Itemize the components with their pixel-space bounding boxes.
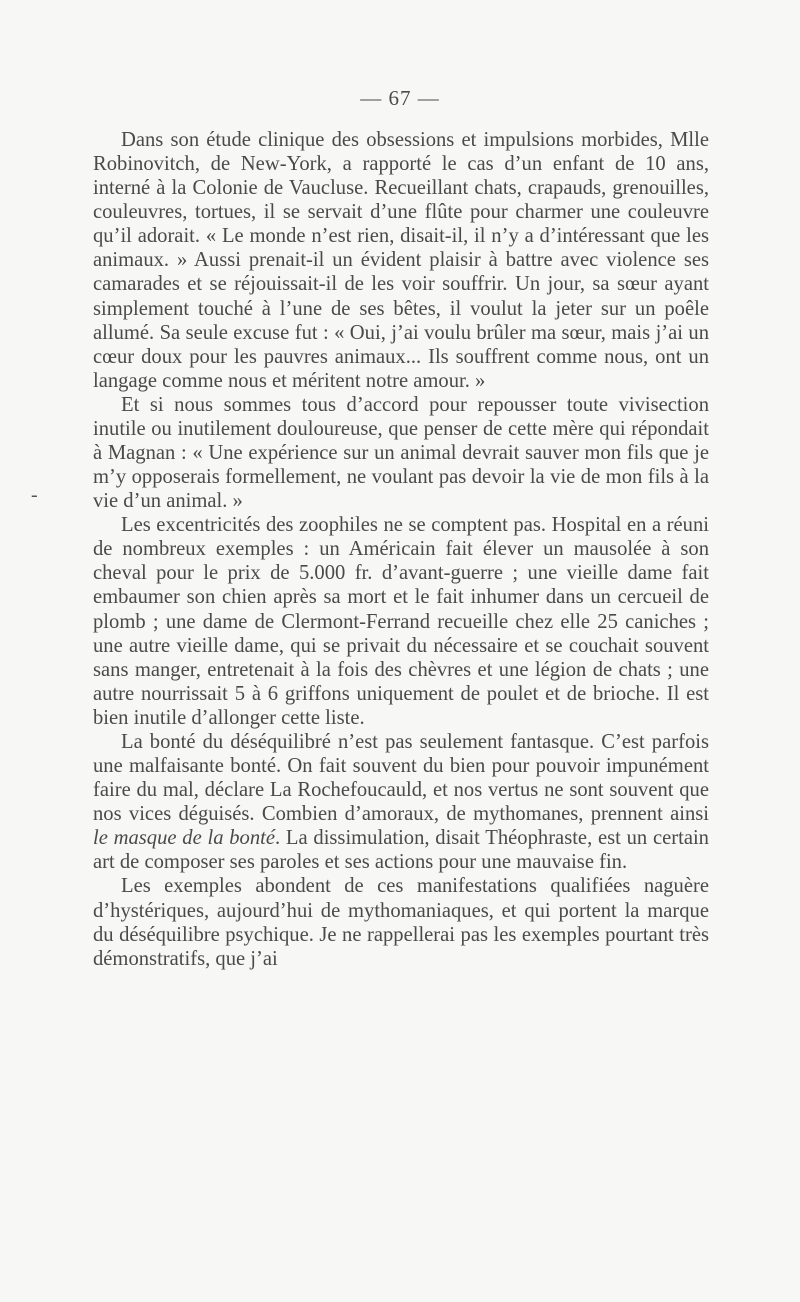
paragraph-4-before: La bonté du déséquilibré n’est pas seulement fantasque. C’est parfois une malfaisante bonté. On fait souvent du bien pour pouvoir impunément faire du mal, déclare La Rochefoucauld, et nos vertus ne sont souvent que nos vices déguisés. Combien d’amoraux, de mythomanes, prennent ainsi xyxy=(93,730,709,826)
paragraph-3: Les excentricités des zoophiles ne se comptent pas. Hospital en a réuni de nombreux exemples : un Américain fait élever un mausolée à son cheval pour le prix de 5.000 fr. d’avant-guerre ; une vieille dame fait embaumer son chien après sa mort et le fait inhumer dans un cercueil de plomb ; une dame de Clermont-Ferrand recueille chez elle 25 caniches ; une autre vieille dame, qui se privait du nécessaire et se couchait souvent sans manger, entretenait à la fois des chèvres et une légion de chats ; une autre nourrissait 5 à 6 griffons uniquement de poulet et de brioche. Il est bien inutile d’allonger cette liste. xyxy=(93,514,709,729)
paragraph-4 xyxy=(93,730,709,874)
margin-mark: - xyxy=(31,484,38,506)
paragraph-4-italic: le masque de la bonté xyxy=(93,827,276,850)
paragraph-1: Dans son étude clinique des obsessions et impulsions morbides, Mlle Robinovitch, de New-York, a rapporté le cas d’un enfant de 10 ans, interné à la Colonie de Vaucluse. Recueillant chats, crapauds, grenouilles, couleuvres, tortues, il se servait d’une flûte pour charmer une couleuvre qu’il adorait. « Le monde n’est rien, disait-il, il n’y a d’intéressant que les animaux. » Aussi prenait-il un évident plaisir à battre avec violence ses camarades et se réjouissait-il de les voir souffrir. Un jour, sa sœur ayant simplement touché à l’une de ses bêtes, il voulut la jeter sur un poêle allumé. Sa seule excuse fut : « Oui, j’ai voulu brûler ma sœur, mais j’ai un cœur doux pour les pauvres animaux... Ils souffrent comme nous, ont un langage comme nous et méritent notre amour. » xyxy=(93,129,709,392)
paragraph-5: Les exemples abondent de ces manifestations qualifiées naguère d’hystériques, aujourd’hui de mythomaniaques, et qui portent la marque du déséquilibre psychique. Je ne rappellerai pas les exemples pourtant très démonstratifs, que j’ai xyxy=(93,875,709,970)
body-text xyxy=(93,128,709,971)
page-number: — 67 — xyxy=(360,86,440,110)
paragraph-4-after: . La dissimulation, disait Théophraste, est un certain art de composer ses paroles et ses actions pour une mauvaise fin. xyxy=(93,827,709,874)
paragraph-2: Et si nous sommes tous d’accord pour repousser toute vivisection inutile ou inutilement douloureuse, que penser de cette mère qui répondait à Magnan : « Une expérience sur un animal devrait sauver mon fils que je m’y opposerais formellement, ne voulant pas devoir la vie de mon fils à la vie d’un animal. » xyxy=(93,393,709,513)
